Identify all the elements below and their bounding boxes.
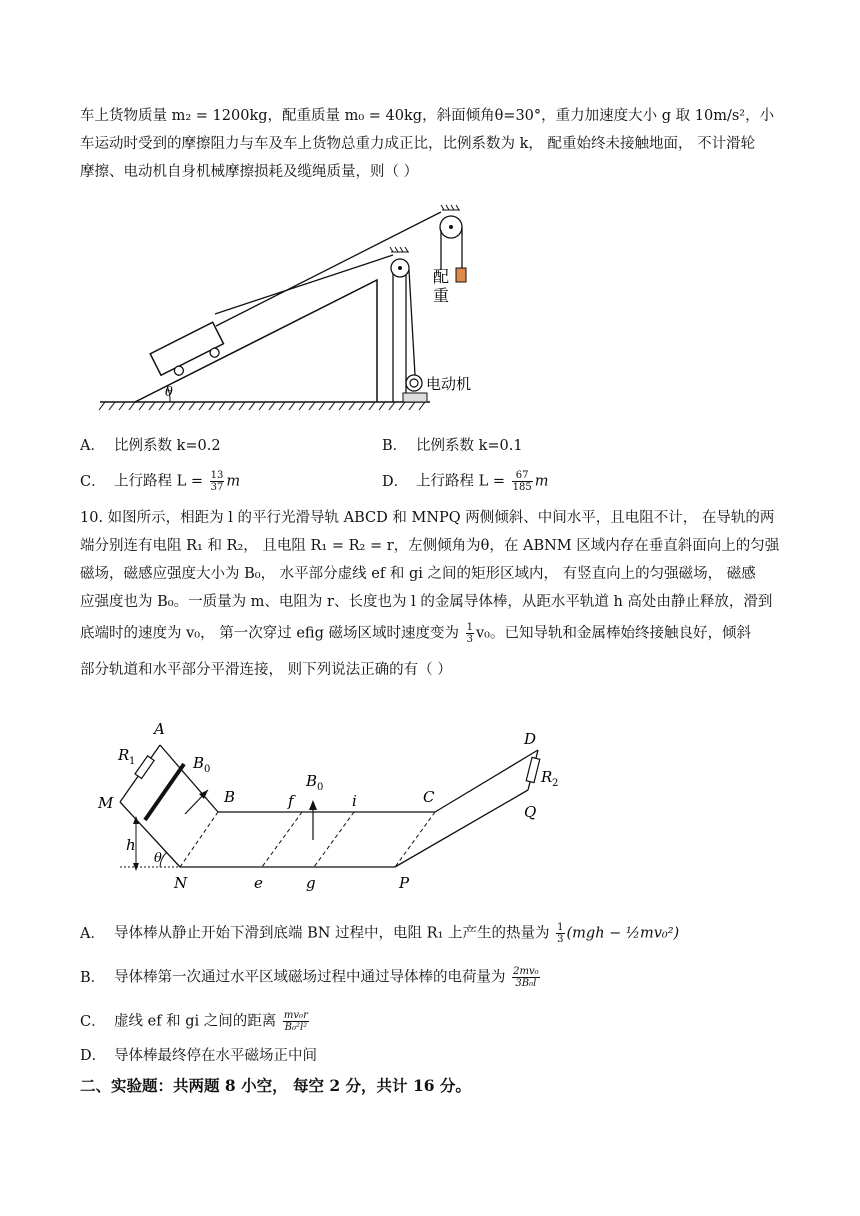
q9-option-a-label: A． — [80, 438, 105, 454]
label-D: D — [524, 730, 537, 748]
label-R2-sub: 2 — [552, 778, 559, 789]
q9-option-b-label: B． — [382, 438, 408, 454]
label-i: i — [352, 792, 357, 810]
q9-option-d-fraction: $\frac{67}{185}$ — [512, 470, 532, 493]
label-R1: R — [118, 746, 130, 764]
label-B0-horizontal-sub: 0 — [317, 782, 324, 793]
label-M: M — [98, 794, 114, 812]
label-C: C — [423, 788, 435, 806]
q10-option-c-label: C． — [80, 1013, 106, 1030]
q9-option-c-text: 上行路程 L = — [114, 473, 203, 490]
q9-intro-line-1: 车上货物质量 m₂ = 1200kg，配重质量 m₀ = 40kg，斜面倾角θ=30°，重力加速度大小 g 取 10m/s²，小 — [80, 108, 775, 124]
q10-option-b[interactable] — [80, 966, 542, 989]
theta-label: θ — [165, 385, 173, 400]
q10-option-a-text: 导体棒从静止开始下滑到底端 BN 过程中，电阻 R₁ 上产生的热量为 — [114, 925, 550, 942]
label-B0-horizontal: B — [306, 772, 318, 790]
label-B0-incline-sub: 0 — [204, 764, 211, 775]
incline-motor-figure — [95, 200, 495, 415]
label-theta: θ — [154, 851, 162, 866]
q9-option-b[interactable] — [382, 436, 523, 456]
q10-option-b-label: B． — [80, 969, 106, 986]
q10-line-3: 磁场，磁感应强度大小为 B₀， 水平部分虚线 ef 和 gi 之间的矩形区域内， 有竖直向上的匀强磁场， 磁感 — [80, 566, 756, 582]
q9-option-c-label: C． — [80, 473, 106, 490]
label-N: N — [174, 874, 188, 892]
q9-intro-line-2: 车运动时受到的摩擦阻力与车及车上货物总重力成正比，比例系数为 k， 配重始终未接触地面， 不计滑轮 — [80, 136, 756, 152]
label-f: f — [288, 792, 294, 810]
q10-line-2: 端分别连有电阻 R₁ 和 R₂， 且电阻 R₁ = R₂ = r，左侧倾角为θ，在 ABNM 区域内存在垂直斜面向上的匀强 — [80, 538, 780, 554]
counterweight-label-2: 重 — [433, 286, 450, 305]
q10-option-d-label: D． — [80, 1048, 107, 1064]
q9-option-b-text: 比例系数 k=0.1 — [416, 438, 523, 454]
q10-option-a-fraction: $\frac{1}{3}$ — [557, 922, 564, 945]
counterweight-label-1: 配 — [433, 267, 450, 286]
label-B: B — [224, 788, 236, 806]
q10-option-c-text: 虚线 ef 和 gi 之间的距离 — [114, 1013, 277, 1030]
q10-option-d-text: 导体棒最终停在水平磁场正中间 — [114, 1048, 317, 1064]
q9-intro-line-3: 摩擦、电动机自身机械摩擦损耗及缆绳质量，则（ ） — [80, 164, 419, 180]
label-Q: Q — [524, 803, 537, 821]
q10-line-6: 部分轨道和水平部分平滑连接， 则下列说法正确的有（ ） — [80, 662, 452, 678]
label-R2: R — [541, 768, 553, 786]
label-P: P — [399, 874, 410, 892]
q10-option-a[interactable] — [80, 922, 679, 945]
q9-option-d[interactable]: D． 上行路程 L = $\frac{67}{185}$ m — [382, 470, 549, 493]
label-R1-sub: 1 — [129, 756, 136, 767]
q10-line-1: 10. 如图所示，相距为 l 的平行光滑导轨 ABCD 和 MNPQ 两侧倾斜、中间水平，且电阻不计， 在导轨的两 — [80, 510, 775, 526]
q10-option-b-text: 导体棒第一次通过水平区域磁场过程中通过导体棒的电荷量为 — [114, 969, 506, 986]
q10-option-a-expr: (mgh − ½mv₀²) — [566, 925, 680, 942]
q9-option-c-fraction: $\frac{13}{37}$ — [210, 470, 224, 493]
q9-option-a[interactable] — [80, 436, 221, 456]
q10-line-5: 底端时的速度为 v₀， 第一次穿过 efig 磁场区域时速度变为 $\frac{1}{3}$ v₀。已知导轨和金属棒始终接触良好，倾斜 — [80, 622, 751, 645]
q10-option-d[interactable] — [80, 1046, 317, 1066]
q9-option-d-label: D． — [382, 473, 409, 490]
q10-option-b-fraction: $\frac{\text{2mv₀}}{\text{3B₀l}}$ — [513, 966, 539, 989]
q9-option-c[interactable]: C． 上行路程 L = $\frac{13}{37}$ m — [80, 470, 241, 493]
label-h: h — [126, 836, 136, 854]
q10-line-4: 应强度也为 B₀。一质量为 m、电阻为 r、长度也为 l 的金属导体棒，从距水平轨道 h 高处由静止释放，滑到 — [80, 594, 773, 610]
label-g: g — [306, 874, 316, 892]
q10-line-5-fraction: $\frac{1}{3}$ — [466, 622, 473, 645]
rails-figure — [90, 722, 580, 897]
label-B0-incline: B — [193, 754, 205, 772]
q10-option-c[interactable] — [80, 1010, 311, 1033]
label-e: e — [254, 874, 263, 892]
section-heading: 二、实验题：共两题 8 小空， 每空 2 分，共计 16 分。 — [80, 1076, 471, 1095]
q10-option-a-label: A． — [80, 925, 105, 942]
motor-label: 电动机 — [426, 375, 472, 393]
label-A: A — [154, 722, 165, 738]
q9-option-d-text: 上行路程 L = — [416, 473, 505, 490]
q10-option-c-fraction: $\frac{\text{mv₀r}}{\text{B₀²l²}}$ — [283, 1010, 308, 1033]
q9-option-a-text: 比例系数 k=0.2 — [114, 438, 221, 454]
